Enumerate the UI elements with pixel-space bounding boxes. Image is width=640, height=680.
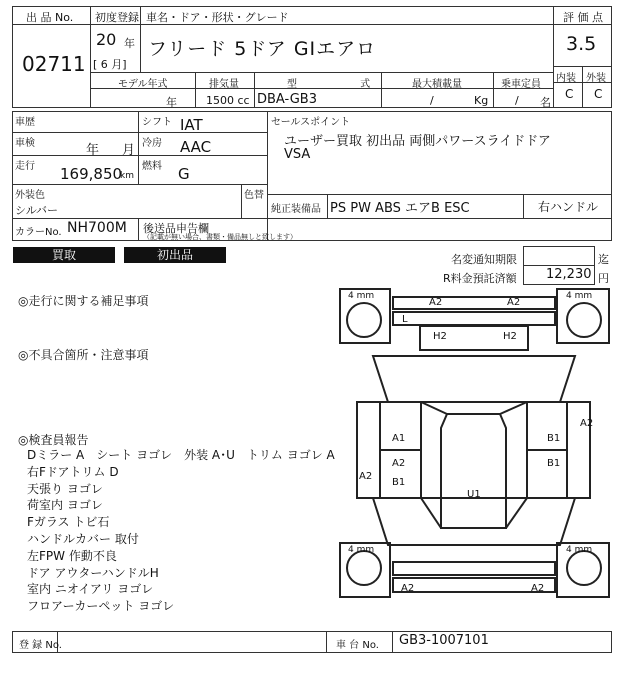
mark-a1: A1 [392, 433, 406, 444]
aircon-value: AAC [180, 138, 212, 156]
car-name: フリード 5ドア GIエアロ [148, 38, 377, 60]
recycle-label: R料金預託済額 [443, 272, 517, 285]
max-load-sep: / [430, 94, 434, 107]
chassis-label: 車 台 No. [336, 640, 379, 651]
reg-year: 20 [96, 30, 117, 49]
shift-value: IAT [180, 116, 203, 134]
mark-front-a2-left: A2 [429, 297, 443, 308]
score-value: 3.5 [566, 33, 597, 55]
fuel-value: G [178, 165, 190, 183]
capacity-label: 乗車定員 [501, 79, 541, 90]
inspection-year: 年 [86, 143, 100, 158]
report-line: 室内 ニオイアリ ヨゴレ [27, 582, 154, 597]
mark-a2-left: A2 [359, 471, 373, 482]
buy-tag: 買取 [13, 247, 115, 263]
type-value: DBA-GB3 [257, 92, 317, 107]
aircon-label: 冷房 [142, 138, 162, 149]
lot-label: 出 品 No. [26, 11, 74, 24]
car-name-label: 車名・ドア・形状・グレード [146, 11, 289, 24]
model-year-label: モデル年式 [118, 79, 168, 90]
after-label: 後送品申告欄 [143, 222, 209, 235]
first-listing-tag: 初出品 [124, 247, 226, 263]
corner-tl: 4 mm [348, 291, 375, 301]
mileage-value: 169,850 [60, 165, 123, 183]
mark-a2-side: A2 [392, 458, 406, 469]
handle-value: 右ハンドル [538, 200, 599, 214]
footer-frame [12, 631, 612, 653]
deadline-suffix: 迄 [598, 253, 609, 266]
mark-h2-right: H2 [503, 331, 517, 342]
inspection-label: 車検 [15, 138, 35, 149]
repaint-label: 色替 [244, 190, 264, 201]
mileage-label: 走行 [15, 161, 35, 172]
color-no-value: NH700M [67, 220, 127, 236]
report-line: 右Fドアトリム D [27, 464, 119, 479]
deadline-label: 名変通知期限 [451, 253, 517, 266]
model-year-unit: 年 [166, 96, 177, 109]
report-line: Dミラー A シート ヨゴレ 外装 A･U トリム ヨゴレ A [27, 448, 335, 462]
interior-label: 内装 [556, 73, 576, 84]
report-line: 荷室内 ヨゴレ [27, 498, 103, 513]
sales-point-label: セールスポイント [271, 117, 351, 128]
equipment-label: 純正装備品 [271, 204, 321, 215]
displacement-value: 1500 cc [206, 94, 250, 107]
color-label: 外装色 [15, 190, 45, 201]
report-line: ドア アウターハンドルH [27, 565, 159, 580]
report-line: Fガラス トビ石 [27, 515, 110, 530]
chassis-value: GB3-1007101 [399, 633, 489, 648]
corner-bl: 4 mm [348, 545, 375, 555]
exterior-label: 外装 [586, 73, 606, 84]
reg-year-unit: 年 [124, 37, 135, 50]
sales-point-2: VSA [284, 147, 311, 162]
mark-rear-a2-left: A2 [401, 583, 415, 594]
corner-br: 4 mm [566, 545, 593, 555]
mark-u1: U1 [467, 489, 481, 500]
sales-point-1: ユーザー買取 初出品 両側パワースライドドア [284, 134, 551, 149]
equipment-value: PS PW ABS エアB ESC [330, 201, 470, 216]
exterior-grade: C [594, 87, 603, 101]
interior-grade: C [565, 87, 574, 101]
corner-tr: 4 mm [566, 291, 593, 301]
max-load-label: 最大積載量 [412, 79, 462, 90]
recycle-unit: 円 [598, 272, 609, 285]
type-label: 型 式 [287, 79, 401, 90]
fuel-label: 燃料 [142, 161, 162, 172]
capacity-sep: / [515, 94, 519, 107]
mark-b1-right-bottom: B1 [547, 458, 561, 469]
inspector-title: ◎検査員報告 [18, 433, 89, 447]
report-line: フロアーカーペット ヨゴレ [27, 599, 175, 614]
mark-b1-left: B1 [392, 477, 406, 488]
capacity-unit: 名 [540, 96, 551, 109]
report-line: 左FPW 作動不良 [27, 548, 117, 563]
report-line: 天張り ヨゴレ [27, 481, 103, 496]
defects-title: ◎不具合箇所・注意事項 [18, 348, 149, 362]
max-load-unit: Kg [474, 94, 489, 107]
color-no-label: カラーNo. [15, 227, 62, 238]
mark-rear-a2-right: A2 [531, 583, 545, 594]
score-label: 評 価 点 [563, 11, 603, 24]
recycle-value: 12,230 [546, 267, 592, 282]
color-value: シルバー [15, 204, 58, 217]
mileage-unit: km [120, 171, 134, 181]
first-reg-label: 初度登録 [95, 11, 139, 24]
history-label: 車歴 [15, 117, 35, 128]
mark-a2-right: A2 [580, 418, 594, 429]
displacement-label: 排気量 [209, 79, 239, 90]
reg-month: [ 6 月] [93, 58, 127, 71]
inspection-month: 月 [122, 143, 136, 158]
mark-h2-left: H2 [433, 331, 447, 342]
reg-no-label: 登 録 No. [19, 640, 62, 651]
mark-front-a2-right: A2 [507, 297, 521, 308]
shift-label: シフト [142, 117, 172, 128]
report-line: ハンドルカバー 取付 [27, 531, 139, 546]
mark-b1-right-top: B1 [547, 433, 561, 444]
driving-notes-title: ◎走行に関する補足事項 [18, 294, 149, 308]
lot-number: 02711 [22, 52, 86, 76]
after-note: （記載が無い場合、書類・備品無しと致します） [143, 233, 297, 241]
mark-l: L [402, 314, 408, 325]
